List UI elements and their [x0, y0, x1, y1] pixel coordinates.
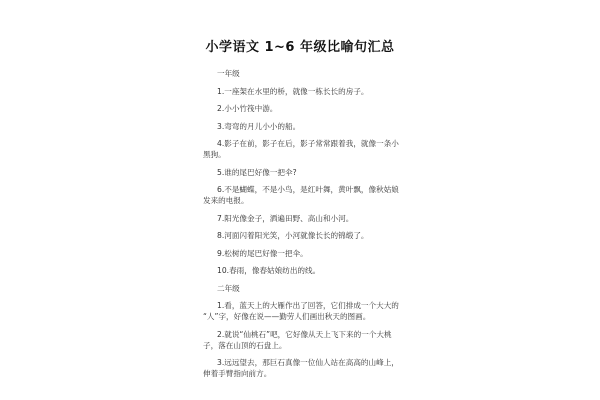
list-item-line: 4.影子在前，影子在后，影子常常跟着我，就像一条小 [217, 139, 399, 148]
list-item-line: 1.看，蓝天上的大雁作出了回答，它们排成一个大大的 [217, 301, 399, 310]
list-item-line: 黑狗。 [203, 150, 226, 159]
list-item: 8.河面闪着阳光笑，小河就像长长的锦缎了。 [217, 231, 369, 240]
document-body [203, 68, 403, 386]
list-item-line: 伸着手臂指向前方。 [203, 369, 272, 378]
list-item [203, 329, 403, 351]
list-item: 2.小小竹筏中游。 [217, 104, 278, 113]
list-item: 7.阳光像金子，洒遍田野、高山和小河。 [217, 213, 354, 223]
list-item: 3.弯弯的月儿小小的船。 [217, 121, 301, 131]
list-item-line: 6.不是蝴蝶，不是小鸟，是红叶舞，黄叶飘，像秋姑娘 [217, 185, 399, 194]
list-item [203, 184, 403, 206]
document-title: 小学语文 1~6 年级比喻句汇总 [205, 40, 395, 55]
section-heading-grade-2: 二年级 [217, 283, 240, 293]
list-item [203, 138, 403, 160]
list-item [203, 357, 403, 379]
list-item: 1.一座架在水里的桥，就像一栋长长的房子。 [217, 86, 369, 96]
list-item-line: 发来的电报。 [203, 196, 249, 205]
list-item-line: “人”字，好像在说——勤劳人们画出秋天的图画。 [203, 312, 371, 321]
list-item-line: 2.就说“仙桃石”吧，它好像从天上飞下来的一个大桃 [217, 329, 392, 339]
list-item: 5.谁的尾巴好像一把伞? [217, 167, 297, 177]
section-heading-grade-1: 一年级 [217, 69, 240, 78]
list-item-line: 3.远远望去，那巨石真像一位仙人站在高高的山峰上， [217, 358, 399, 367]
list-item: 9.松树的尾巴好像一把伞。 [217, 248, 308, 258]
list-item: 10.春雨，像春姑娘纺出的线。 [217, 266, 321, 275]
list-item [203, 300, 403, 322]
list-item-line: 子，落在山顶的石盘上。 [203, 340, 287, 350]
